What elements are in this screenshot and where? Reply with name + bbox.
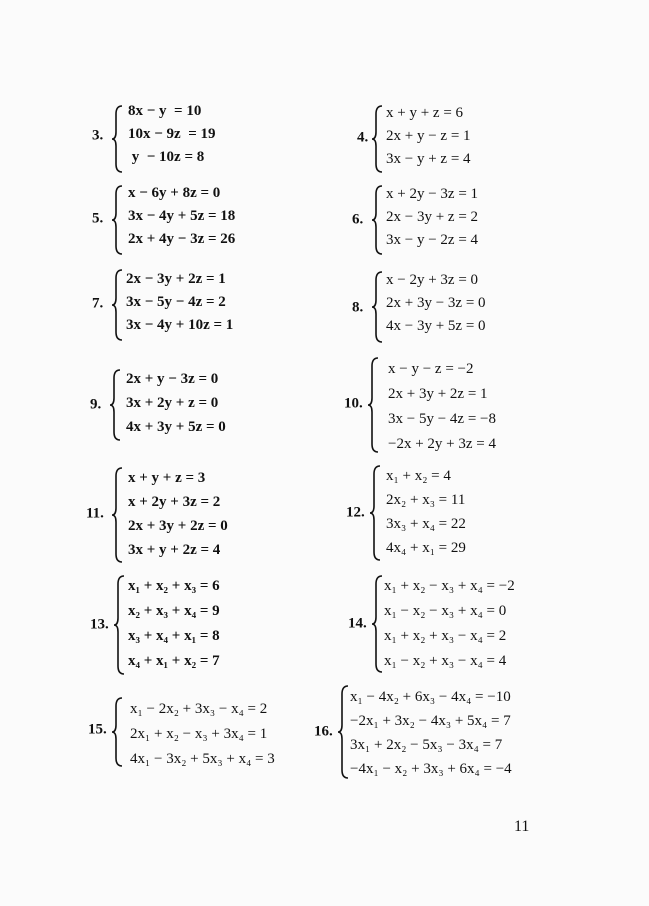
equation: 2x − 3y + 2z = 1 xyxy=(126,271,226,287)
equation: x + 2y + 3z = 2 xyxy=(128,494,221,510)
system-brace xyxy=(372,270,386,344)
problem-number: 9. xyxy=(90,396,102,413)
equation: 2x + 4y − 3z = 26 xyxy=(128,231,236,247)
page-number: 11 xyxy=(514,818,530,835)
system-brace xyxy=(112,466,126,564)
equation: 10x − 9z = 19 xyxy=(128,126,216,142)
equation: −4x₁ − x₂ + 3x₃ + 6x₄ = −4 xyxy=(350,761,512,777)
equation: 4x₄ + x₁ = 29 xyxy=(386,540,466,556)
problem-number: 13. xyxy=(90,616,109,633)
system-brace xyxy=(112,268,126,342)
equation: x₁ − x₂ + x₃ − x₄ = 4 xyxy=(384,653,507,669)
equation: 4x + 3y + 5z = 0 xyxy=(126,419,226,435)
system-brace xyxy=(110,368,124,442)
equation: 3x₁ + 2x₂ − 5x₃ − 3x₄ = 7 xyxy=(350,737,503,753)
equation: 3x − y − 2z = 4 xyxy=(386,232,479,248)
equation: −2x + 2y + 3z = 4 xyxy=(388,436,496,452)
equation: x₁ + x₂ + x₃ − x₄ = 2 xyxy=(384,628,507,644)
equation: x₁ + x₂ = 4 xyxy=(386,468,451,484)
equation: 2x + 3y − 3z = 0 xyxy=(386,295,486,311)
equation: x − y − z = −2 xyxy=(388,361,474,377)
problem-number: 5. xyxy=(92,210,104,227)
equation: x₂ + x₃ + x₄ = 9 xyxy=(128,603,220,619)
system-brace xyxy=(372,184,386,256)
equation: −2x₁ + 3x₂ − 4x₃ + 5x₄ = 7 xyxy=(350,713,511,729)
equation: x₁ + x₂ + x₃ = 6 xyxy=(128,578,220,594)
equation: 3x − 5y − 4z = 2 xyxy=(126,294,226,310)
system-brace xyxy=(112,184,126,256)
equation: 4x₁ − 3x₂ + 5x₃ + x₄ = 3 xyxy=(130,751,275,767)
system-brace xyxy=(370,464,384,562)
equation: 3x₃ + x₄ = 22 xyxy=(386,516,466,532)
equation: 3x − 5y − 4z = −8 xyxy=(388,411,496,427)
problem-number: 7. xyxy=(92,295,104,312)
equation: x₄ + x₁ + x₂ = 7 xyxy=(128,653,220,669)
problem-number: 10. xyxy=(344,395,363,412)
equation: 3x + y + 2z = 4 xyxy=(128,542,221,558)
problem-number: 6. xyxy=(352,211,364,228)
system-brace xyxy=(112,104,126,174)
equation: x₁ − x₂ − x₃ + x₄ = 0 xyxy=(384,603,507,619)
problem-number: 12. xyxy=(346,504,365,521)
equation: 3x − y + z = 4 xyxy=(386,151,471,167)
problem-number: 3. xyxy=(92,127,104,144)
equation: x₁ − 2x₂ + 3x₃ − x₄ = 2 xyxy=(130,701,268,717)
equation: 3x − 4y + 10z = 1 xyxy=(126,317,234,333)
system-brace xyxy=(114,574,128,676)
system-brace xyxy=(112,696,126,768)
equation: 2x + y − 3z = 0 xyxy=(126,371,219,387)
equation: 2x + 3y + 2z = 1 xyxy=(388,386,488,402)
equation: x + 2y − 3z = 1 xyxy=(386,186,479,202)
problem-number: 15. xyxy=(88,721,107,738)
equation: 2x − 3y + z = 2 xyxy=(386,209,479,225)
equation: x − 6y + 8z = 0 xyxy=(128,185,221,201)
equation: 2x₂ + x₃ = 11 xyxy=(386,492,466,508)
problem-number: 4. xyxy=(357,129,369,146)
problem-number: 8. xyxy=(352,299,364,316)
equation: 2x₁ + x₂ − x₃ + 3x₄ = 1 xyxy=(130,726,268,742)
equation: 4x − 3y + 5z = 0 xyxy=(386,318,486,334)
problem-number: 11. xyxy=(86,505,104,522)
equation: x₃ + x₄ + x₁ = 8 xyxy=(128,628,220,644)
equation: x₁ − 4x₂ + 6x₃ − 4x₄ = −10 xyxy=(350,689,511,705)
equation: 2x + 3y + 2z = 0 xyxy=(128,518,228,534)
equation: 8x − y = 10 xyxy=(128,103,202,119)
equation: x + y + z = 6 xyxy=(386,105,464,121)
problem-number: 16. xyxy=(314,723,333,740)
equation: y − 10z = 8 xyxy=(128,149,205,165)
equation: 3x − 4y + 5z = 18 xyxy=(128,208,236,224)
equation: x + y + z = 3 xyxy=(128,470,206,486)
equation: 2x + y − z = 1 xyxy=(386,128,471,144)
system-brace xyxy=(368,356,382,454)
equation: x₁ + x₂ − x₃ + x₄ = −2 xyxy=(384,578,515,594)
equation: 3x + 2y + z = 0 xyxy=(126,395,219,411)
system-brace xyxy=(372,104,386,174)
problem-number: 14. xyxy=(348,615,367,632)
equation: x − 2y + 3z = 0 xyxy=(386,272,479,288)
